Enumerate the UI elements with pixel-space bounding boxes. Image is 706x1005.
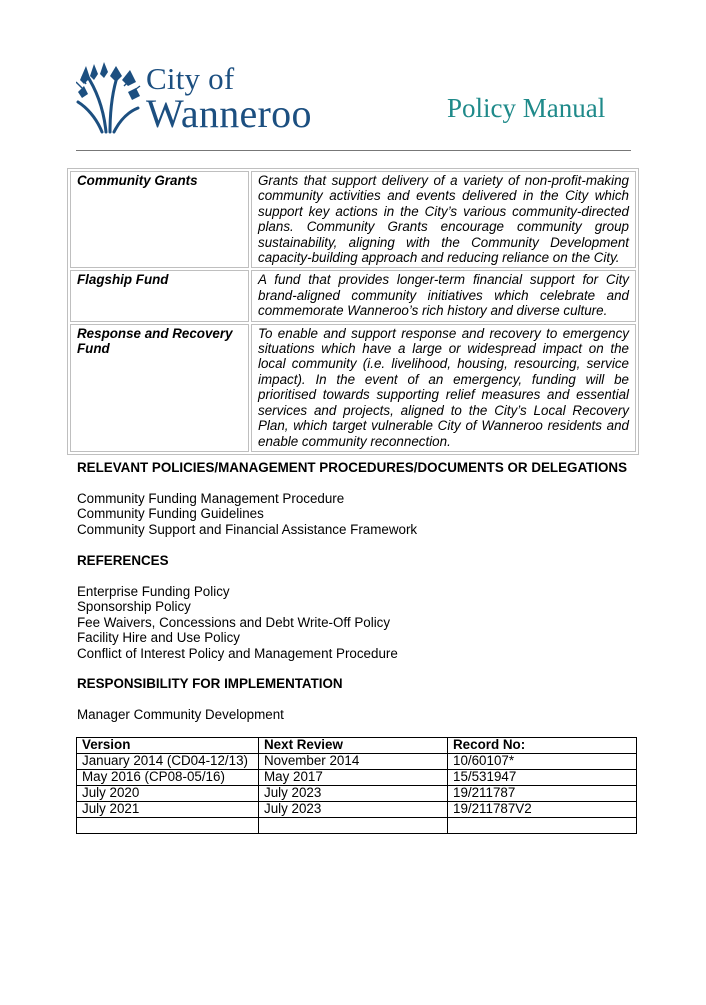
definition-row: [70, 171, 636, 268]
relevant-policies-list: [77, 491, 417, 537]
table-row: [77, 818, 637, 834]
column-header-record-no: Record No:: [448, 738, 637, 754]
definition-description: To enable and support response and recovery to emergency situations which have a large or widespread impact on the local community (i.e. livelihood, housing, resourcing, service impact). In the event of an emergency, funding will be prioritised towards supporting relief measures and essential services and projects, aligned to the City’s Local Recovery Plan, which target vulnerable City of Wanneroo residents and enable community reconnection.: [251, 324, 636, 452]
table-row: [77, 802, 637, 818]
logo-wanneroo-text: Wanneroo: [146, 91, 312, 136]
list-item: Community Support and Financial Assistance Framework: [77, 521, 418, 537]
list-item: Community Funding Guidelines: [77, 506, 264, 522]
record-no-cell: 19/211787: [448, 786, 637, 802]
definition-description: Grants that support delivery of a variety of non-profit-making community activities and events delivered in the City which support key actions in the City’s various community-directed plans. Community Grants encourage community group sustainability, aligning with the Community Development capacity-building approach and reducing reliance on the City.: [251, 171, 636, 268]
next-review-cell: July 2023: [259, 802, 448, 818]
logo-city-of-text: City of: [146, 61, 235, 96]
definition-term: Response and Recovery Fund: [70, 324, 249, 452]
definition-description: A fund that provides longer-term financial support for City brand-aligned community initiatives which celebrate and commemorate Wanneroo’s rich history and diverse culture.: [251, 270, 636, 321]
column-header-version: Version: [77, 738, 259, 754]
next-review-cell: May 2017: [259, 770, 448, 786]
header-divider: [76, 150, 631, 151]
list-item: Sponsorship Policy: [77, 599, 191, 615]
version-cell: July 2020: [77, 786, 259, 802]
table-header-row: [77, 738, 637, 754]
list-item: Community Funding Management Procedure: [77, 491, 345, 506]
responsibility-text: Manager Community Development: [77, 707, 284, 722]
version-cell: July 2021: [77, 802, 259, 818]
version-cell: January 2014 (CD04-12/13): [77, 754, 259, 770]
city-of-wanneroo-logo: [76, 62, 326, 137]
list-item: Facility Hire and Use Policy: [77, 630, 240, 646]
page-header: [0, 0, 706, 150]
version-cell: [77, 818, 259, 834]
next-review-cell: [259, 818, 448, 834]
list-item: Fee Waivers, Concessions and Debt Write-Off Policy: [77, 614, 391, 630]
record-no-cell: 19/211787V2: [448, 802, 637, 818]
list-item: Enterprise Funding Policy: [77, 584, 230, 599]
record-no-cell: 10/60107*: [448, 754, 637, 770]
definition-row: [70, 324, 636, 452]
record-no-cell: 15/531947: [448, 770, 637, 786]
policy-manual-title: Policy Manual: [447, 93, 606, 123]
table-row: [77, 770, 637, 786]
references-heading: REFERENCES: [77, 553, 169, 568]
banksia-logo-icon: [76, 62, 142, 134]
next-review-cell: July 2023: [259, 786, 448, 802]
list-item: Conflict of Interest Policy and Management Procedure: [77, 645, 398, 661]
table-row: [77, 786, 637, 802]
relevant-policies-heading: RELEVANT POLICIES/MANAGEMENT PROCEDURES/DOCUMENTS OR DELEGATIONS: [77, 460, 628, 475]
definition-row: [70, 270, 636, 321]
definition-term: Community Grants: [70, 171, 249, 268]
table-row: [77, 754, 637, 770]
definition-term: Flagship Fund: [70, 270, 249, 321]
next-review-cell: November 2014: [259, 754, 448, 770]
version-history-table: [76, 737, 637, 834]
version-cell: May 2016 (CP08-05/16): [77, 770, 259, 786]
column-header-next-review: Next Review: [259, 738, 448, 754]
references-list: [77, 584, 398, 661]
definitions-table: [67, 168, 639, 455]
responsibility-heading: RESPONSIBILITY FOR IMPLEMENTATION: [77, 676, 343, 691]
record-no-cell: [448, 818, 637, 834]
